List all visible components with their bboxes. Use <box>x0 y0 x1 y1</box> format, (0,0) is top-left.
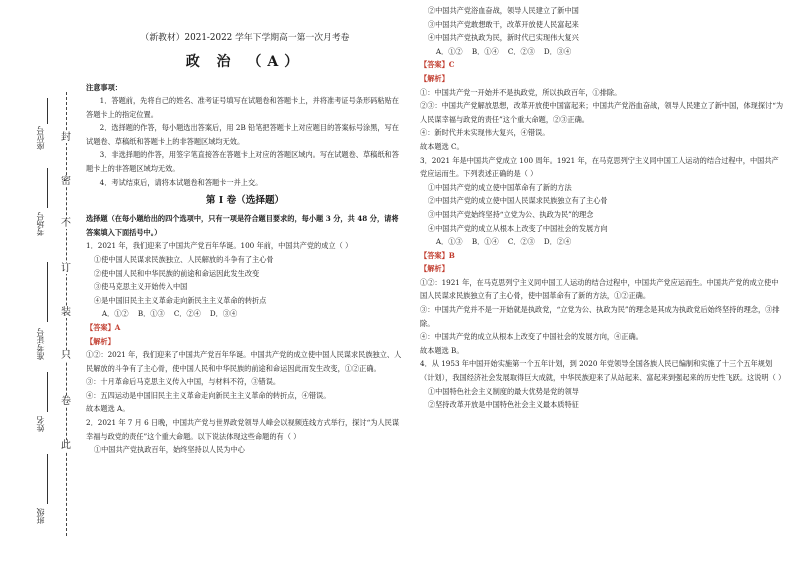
right-column <box>420 0 784 562</box>
notice-item: 1．答题前，先将自己的姓名、准考证号填写在试题卷和答题卡上，并将准考证号条形码粘贴在答题卡上的指定位置。 <box>86 96 399 119</box>
q2-statement: ①中国共产党执政百年，始终坚持以人民为中心 <box>93 445 245 455</box>
q4-statement: ②坚持改革开放是中国特色社会主义最本质特征 <box>427 400 579 410</box>
left-column <box>86 0 404 562</box>
q2-option-d[interactable]: D．③④ <box>543 46 572 56</box>
q1-option-b[interactable]: B．①③ <box>137 309 165 319</box>
q3-analysis: ③：中国共产党并不是一开始就是执政党，“立党为公、执政为民”的理念是其成为执政党后始终坚持的理念，③排除。 <box>420 305 780 328</box>
q2-analysis: ④：新时代并未实现伟大复兴，④错误。 <box>420 128 550 138</box>
q1-analysis: ④：五四运动是中国旧民主主义革命走向新民主主义革命的转折点，④错误。 <box>86 390 331 400</box>
fill-line <box>47 262 48 322</box>
q2-option-b[interactable]: B．①④ <box>471 46 499 56</box>
q2-analysis: ②③：中国共产党解放思想，改革开放使中国富起来；中国共产党浴血奋战，领导人民建立了新中国，体现探讨“为人民谋幸福与政党的责任”这个重大命题，②③正确。 <box>420 101 784 124</box>
fill-line <box>47 454 48 504</box>
q1-statement: ④是中国旧民主主义革命走向新民主主义革命的转折点 <box>93 295 267 305</box>
notice-heading: 注意事项： <box>86 83 122 92</box>
q3-options <box>420 235 784 249</box>
q2-options <box>420 45 784 59</box>
question-4-stem: 4．从 1953 年中国开始实施第一个五年计划，到 2020 年党领导全国各族人民已编制和实施了十三个五年规划（计划），我国经济社会发展取得巨大成就，中华民族迎来了从站起来、富起来到强起来的历史性飞跃。这说明（ ） <box>420 359 786 383</box>
q1-option-c[interactable]: C．②④ <box>173 309 201 319</box>
q2-answer: 【答案】C <box>420 60 455 70</box>
class-field[interactable] <box>36 508 58 524</box>
q1-analysis-label: 【解析】 <box>86 336 115 346</box>
fill-line <box>47 168 48 208</box>
seal-char: 不 <box>61 218 71 229</box>
subject-title: 政 治 （A） <box>185 54 305 70</box>
q1-analysis: ①②：2021 年，我们迎来了中国共产党百年华诞。中国共产党的成立使中国人民谋求民族独立、人民解放的斗争有了主心骨，使中国人民和中华民族的前途和命运因此而发生改变，①②正确。 <box>86 350 402 373</box>
field-label: 班级 <box>36 508 45 524</box>
q2-analysis: ①：中国共产党一开始并不是执政党，所以执政百年，①排除。 <box>420 87 622 97</box>
binding-strip <box>0 0 78 562</box>
q1-options <box>86 307 404 321</box>
q3-analysis-label: 【解析】 <box>420 264 449 274</box>
student-fields <box>36 96 58 536</box>
q1-statement: ③使马克思主义开始传入中国 <box>93 282 188 292</box>
q3-analysis: ①②：1921 年，在马克思列宁主义同中国工人运动的结合过程中，中国共产党应运而生。中国共产党的成立使中国人民谋求民族独立有了主心骨，使中国革命有了新的方法，①②正确。 <box>420 277 779 301</box>
q3-option-c[interactable]: C．②③ <box>507 237 535 247</box>
notice-item: 2．选择题的作答，每小题选出答案后，用 2B 铅笔把答题卡上对应题目的答案标号涂黑，写在试题卷、草稿纸和答题卡上的非答题区域均无效。 <box>86 123 399 146</box>
q3-option-a[interactable]: A．①③ <box>435 237 463 247</box>
q2-option-a[interactable]: A．①② <box>435 46 463 56</box>
field-label: 考场号 <box>36 212 45 236</box>
q4-statement: ①中国特色社会主义制度的最大优势是党的领导 <box>427 386 579 396</box>
notice-item: 4．考试结束后，请将本试题卷和答题卡一并上交。 <box>99 177 263 187</box>
q2-analysis-label: 【解析】 <box>420 73 449 83</box>
q3-option-b[interactable]: B．①④ <box>471 237 499 247</box>
q1-statement: ①使中国人民谋求民族独立、人民解放的斗争有了主心骨 <box>93 254 274 264</box>
seal-char: 装 <box>61 307 71 318</box>
q2-statement: ③中国共产党敢想敢干，改革开放使人民富起来 <box>427 19 579 29</box>
field-label: 姓名 <box>36 416 45 432</box>
q1-analysis: ③：十月革命后马克思主义传入中国，与材料不符，③错误。 <box>86 377 281 387</box>
q2-statement: ④中国共产党执政为民，新时代已实现伟大复兴 <box>427 33 579 43</box>
seal-char: 只 <box>61 350 71 361</box>
section-instructions: 选择题（在每小题给出的四个选项中，只有一项是符合题目要求的，每小题 3 分，共 48 分，请将答案填入下面括号中。） <box>86 214 399 237</box>
q2-analysis: 故本题选 C。 <box>420 141 464 151</box>
fill-line <box>47 372 48 412</box>
q2-option-c[interactable]: C．②③ <box>507 46 535 56</box>
seal-char: 此 <box>61 440 71 451</box>
q1-answer: 【答案】A <box>86 322 121 332</box>
q1-option-a[interactable]: A．①② <box>101 309 129 319</box>
q3-statement: ④中国共产党的成立从根本上改变了中国社会的发展方向 <box>427 223 608 233</box>
seal-char: 密 <box>61 176 71 187</box>
question-1-stem: 1．2021 年，我们迎来了中国共产党百年华诞。100 年前，中国共产党的成立（ ） <box>86 241 353 251</box>
q3-option-d[interactable]: D．②④ <box>543 237 572 247</box>
seal-char: 卷 <box>61 396 71 407</box>
seal-char: 订 <box>61 263 71 274</box>
seat-number-field[interactable] <box>36 126 58 150</box>
fill-line <box>47 98 48 124</box>
q3-statement: ②中国共产党的成立使中国人民谋求民族独立有了主心骨 <box>427 196 608 206</box>
exam-room-field[interactable] <box>36 212 58 236</box>
field-label: 准考证号 <box>36 328 45 360</box>
q1-analysis: 故本题选 A。 <box>86 404 130 414</box>
seal-char: 封 <box>61 132 71 143</box>
q1-statement: ②使中国人民和中华民族的前途和命运因此发生改变 <box>93 268 260 278</box>
q3-statement: ③中国共产党始终坚持“立党为公、执政为民”的理念 <box>427 209 594 219</box>
field-label: 座位号 <box>36 126 45 150</box>
exam-id-field[interactable] <box>36 328 58 360</box>
q2-statement: ②中国共产党浴血奋战，领导人民建立了新中国 <box>427 6 579 15</box>
notice-item: 3．非选择题的作答，用签字笔直接答在答题卡上对应的答题区域内。写在试题卷、草稿纸和答题卡上的非答题区域均无效。 <box>86 150 399 173</box>
q3-statement: ①中国共产党的成立使中国革命有了新的方法 <box>427 182 572 192</box>
q3-answer: 【答案】B <box>420 250 455 260</box>
name-field[interactable] <box>36 416 58 432</box>
q3-analysis: 故本题选 B。 <box>420 345 464 355</box>
q3-analysis: ④：中国共产党的成立从根本上改变了中国社会的发展方向，④正确。 <box>420 332 643 342</box>
q1-option-d[interactable]: D．③④ <box>209 309 238 319</box>
question-3-stem: 3．2021 年是中国共产党成立 100 周年。1921 年，在马克思列宁主义同中国工人运动的结合过程中，中国共产党应运而生。下列表述正确的是（ ） <box>420 155 779 179</box>
section-title: 第 I 卷（选择题） <box>205 195 285 207</box>
question-2-stem: 2．2021 年 7 月 6 日晚，中国共产党与世界政党领导人峰会以视频连线方式举行，探讨“为人民谋幸福与政党的责任”这个重大命题。以下说法体现这些命题的有（ ） <box>86 418 400 441</box>
exam-title: （新教材）2021-2022 学年下学期高一第一次月考卷 <box>140 33 350 43</box>
